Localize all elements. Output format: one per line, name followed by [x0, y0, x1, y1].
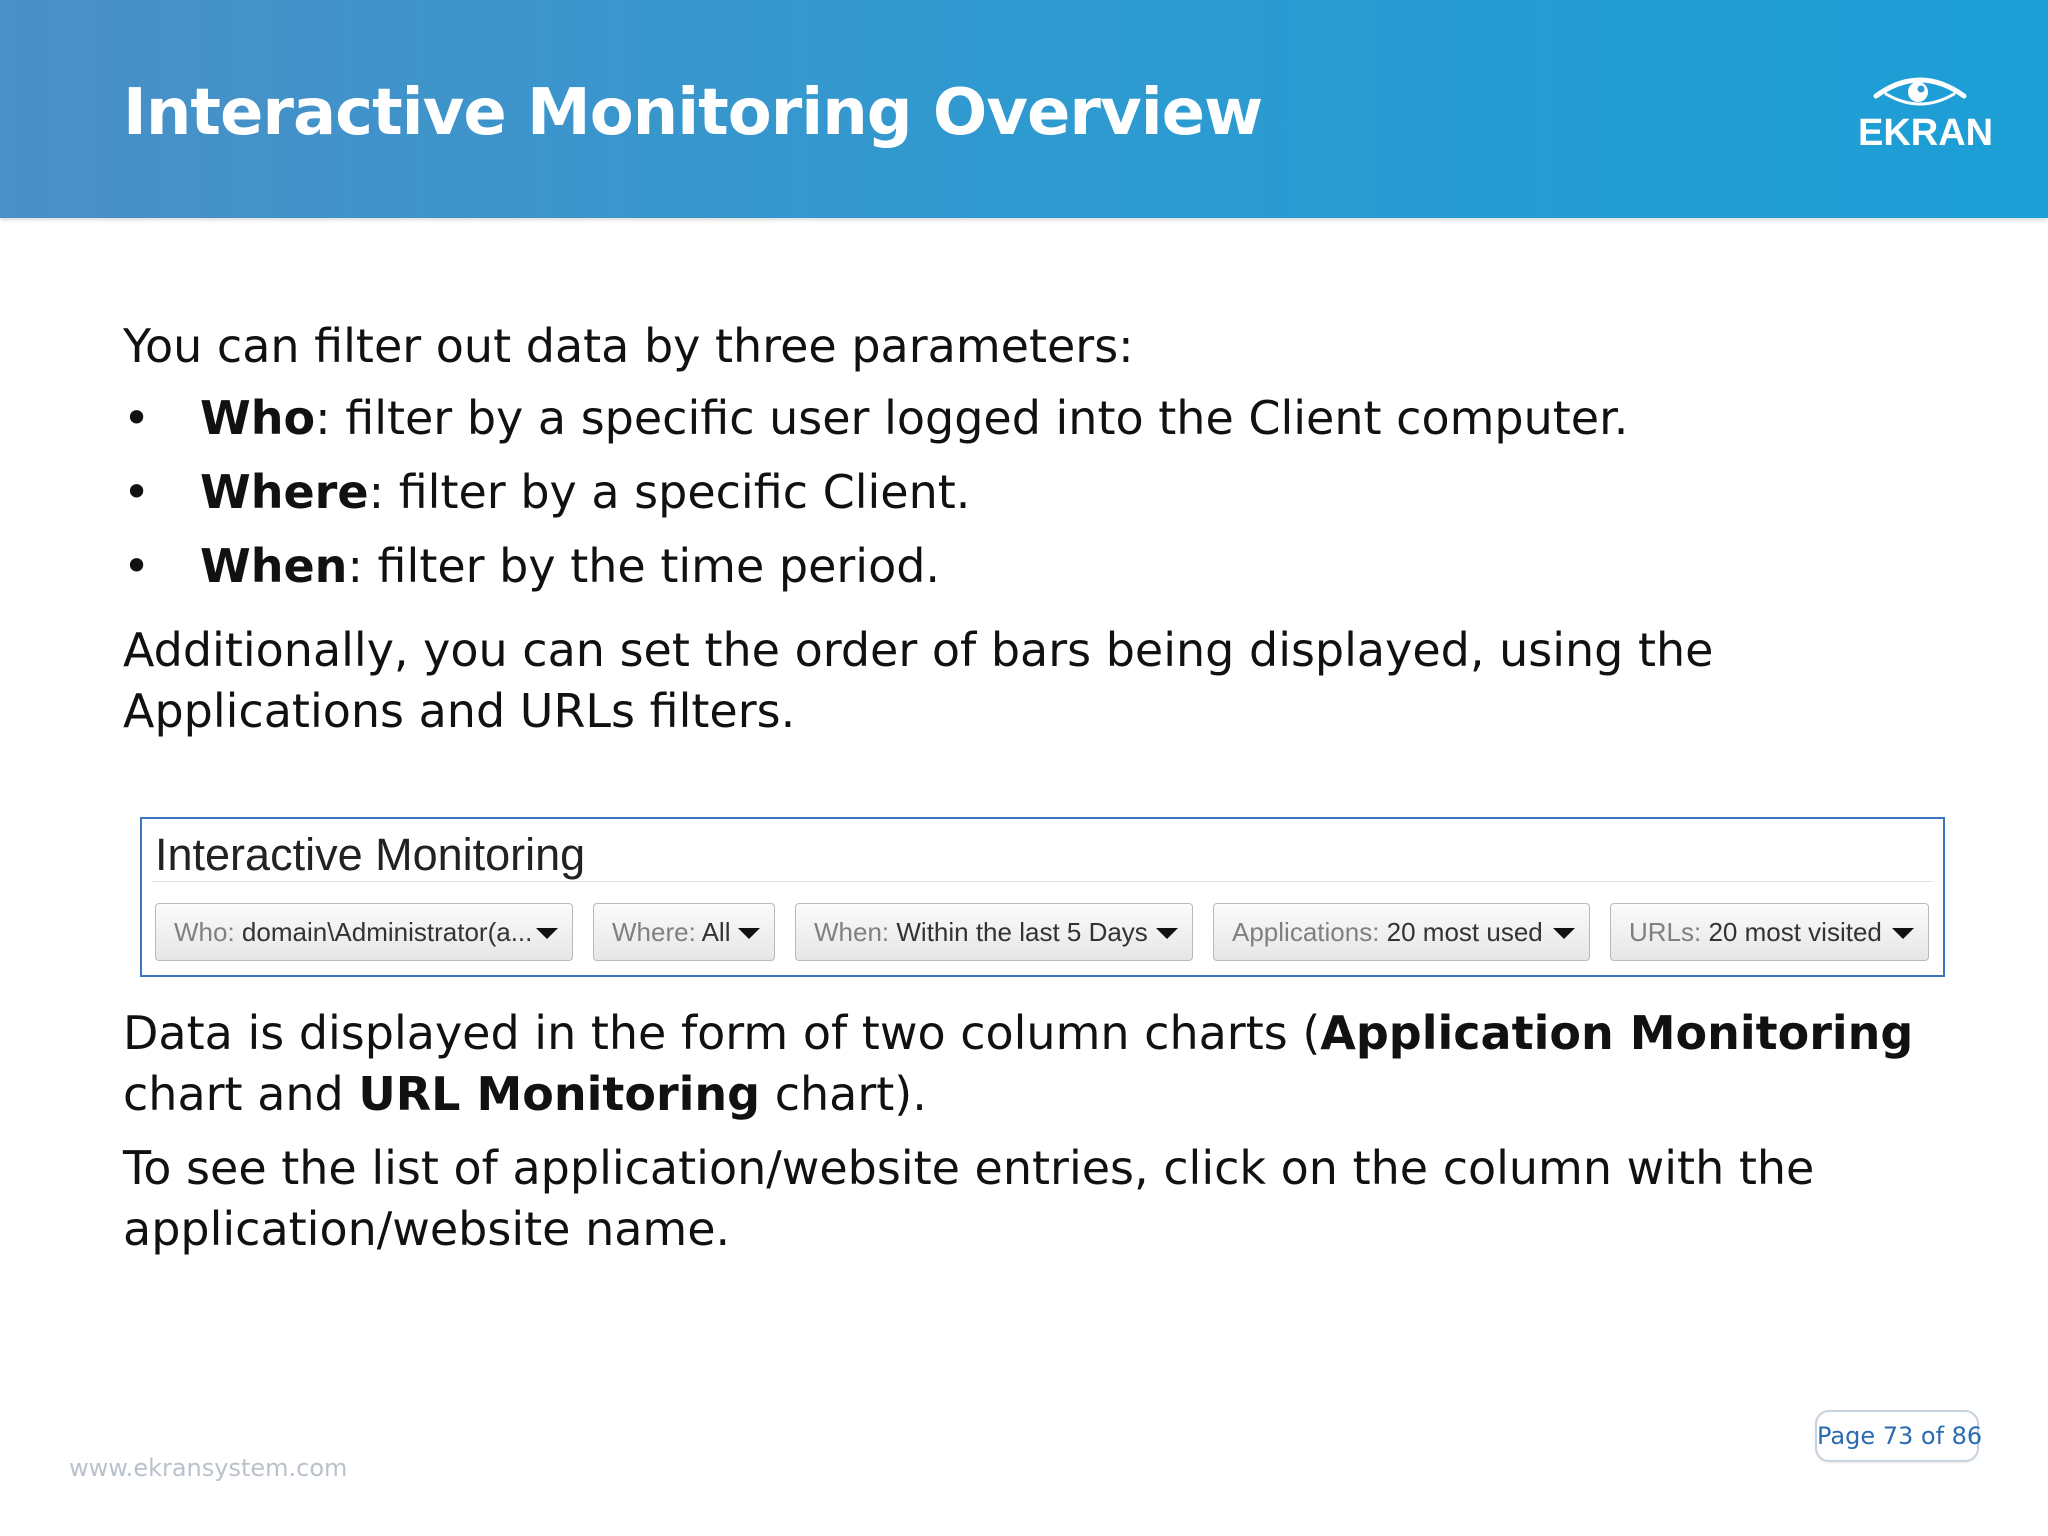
- intro-section: [123, 316, 1963, 742]
- filter-value: Within the last 5 Days: [896, 917, 1148, 947]
- filter-label: URLs:: [1629, 917, 1709, 947]
- caret-down-icon: [738, 928, 760, 939]
- eye-icon: [1872, 70, 1968, 110]
- filter-label: When:: [814, 917, 897, 947]
- header-banner: [0, 0, 2048, 218]
- urls-filter-dropdown[interactable]: [1610, 903, 1929, 961]
- ekran-logo: [1858, 70, 1994, 154]
- filter-label: Who:: [174, 917, 242, 947]
- interactive-monitoring-panel: [140, 817, 1945, 977]
- caret-down-icon: [1156, 928, 1178, 939]
- filter-value: domain\Administrator(a...: [241, 917, 533, 947]
- text-run: chart and: [123, 1067, 359, 1121]
- filter-value: 20 most used: [1386, 917, 1543, 947]
- parameter-list: [123, 388, 1963, 597]
- list-item-who: [123, 388, 1963, 449]
- panel-divider: [152, 881, 1933, 882]
- param-term: Where: [200, 465, 369, 519]
- list-item-when: [123, 536, 1963, 597]
- filter-value: 20 most visited: [1708, 917, 1882, 947]
- bullet: •: [123, 539, 151, 593]
- filter-value: All: [701, 917, 731, 947]
- param-desc: : filter by the time period.: [347, 539, 941, 593]
- caret-down-icon: [1553, 928, 1575, 939]
- footer-url: www.ekransystem.com: [69, 1454, 348, 1482]
- list-item-where: [123, 462, 1963, 523]
- bullet: •: [123, 391, 151, 445]
- param-term: When: [200, 539, 348, 593]
- bullet: •: [123, 465, 151, 519]
- logo-text: EKRAN: [1858, 112, 1994, 154]
- param-desc: : filter by a specific user logged into the Client computer.: [315, 391, 1629, 445]
- page-title: Interactive Monitoring Overview: [123, 76, 1263, 150]
- page-indicator: Page 73 of 86: [1815, 1410, 1979, 1462]
- where-filter-dropdown[interactable]: [593, 903, 775, 961]
- param-term: Who: [200, 391, 316, 445]
- applications-filter-dropdown[interactable]: [1213, 903, 1590, 961]
- caret-down-icon: [536, 928, 558, 939]
- list-instructions-text: To see the list of application/website entries, click on the column with the application/website name.: [123, 1141, 1815, 1256]
- filter-label: Where:: [612, 917, 702, 947]
- when-filter-dropdown[interactable]: [795, 903, 1193, 961]
- text-run: chart).: [760, 1067, 927, 1121]
- param-desc: : filter by a specific Client.: [368, 465, 971, 519]
- filter-label: Applications:: [1232, 917, 1387, 947]
- who-filter-dropdown[interactable]: [155, 903, 573, 961]
- charts-text: [123, 1003, 1943, 1125]
- description-section: [123, 1003, 1943, 1260]
- additional-text: Additionally, you can set the order of bars being displayed, using the Applications and URLs filters.: [123, 623, 1714, 738]
- intro-text: You can filter out data by three parameters:: [123, 319, 1134, 373]
- text-run: Data is displayed in the form of two column charts (: [123, 1006, 1321, 1060]
- bold-term: Application Monitoring: [1320, 1006, 1914, 1060]
- bold-term: URL Monitoring: [358, 1067, 761, 1121]
- caret-down-icon: [1892, 928, 1914, 939]
- panel-title: Interactive Monitoring: [155, 829, 586, 880]
